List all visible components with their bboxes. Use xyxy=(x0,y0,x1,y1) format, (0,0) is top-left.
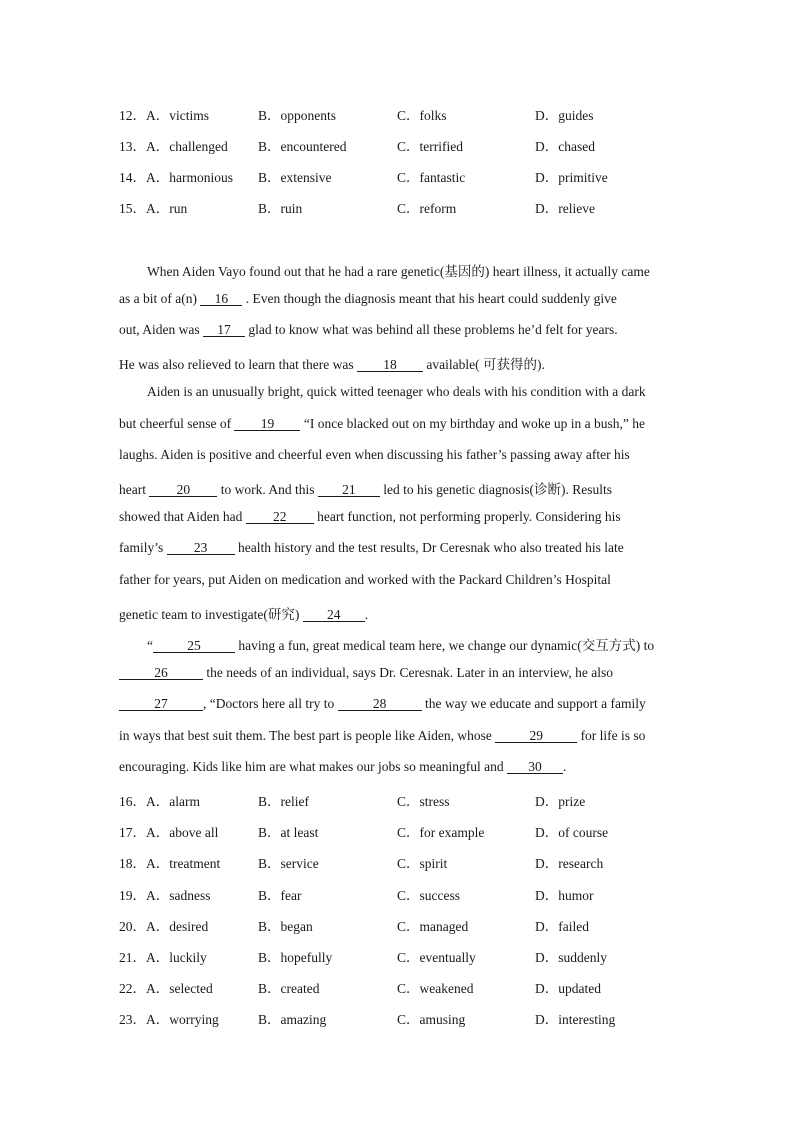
option-a: 17．A．above all xyxy=(119,825,219,840)
option-d: D．interesting xyxy=(535,1012,616,1027)
blank-24[interactable]: 24 xyxy=(303,608,365,622)
passage-line: genetic team to investigate(研究) 24 . xyxy=(119,607,369,622)
option-c: C．terrified xyxy=(397,139,463,154)
option-a: 14．A．harmonious xyxy=(119,170,233,185)
option-b: B．at least xyxy=(258,825,319,840)
blank-29[interactable]: 29 xyxy=(495,729,577,743)
passage-line: family’s 23 health history and the test results, Dr Ceresnak who also treated his late xyxy=(119,540,624,555)
passage-line: out, Aiden was 17 glad to know what was behind all these problems he’d felt for years. xyxy=(119,322,618,337)
option-b: B．service xyxy=(258,856,319,871)
option-d: D．prize xyxy=(535,794,586,809)
passage-line: He was also relieved to learn that there was 18 available( 可获得的). xyxy=(119,357,545,372)
passage-line: “ 25 having a fun, great medical team here, we change our dynamic(交互方式) to xyxy=(147,638,655,653)
option-c: C．for example xyxy=(397,825,485,840)
option-b: B．fear xyxy=(258,888,302,903)
option-b: B．ruin xyxy=(258,201,303,216)
blank-20[interactable]: 20 xyxy=(149,483,217,497)
passage-line: father for years, put Aiden on medication and worked with the Packard Children’s Hospital xyxy=(119,572,611,587)
option-a: 16．A．alarm xyxy=(119,794,200,809)
passage-line: 26 the needs of an individual, says Dr. Ceresnak. Later in an interview, he also xyxy=(119,665,613,681)
passage-line: showed that Aiden had 22 heart function, not performing properly. Considering his xyxy=(119,509,621,524)
option-c: C．stress xyxy=(397,794,450,809)
passage-line: laughs. Aiden is positive and cheerful even when discussing his father’s passing away after his xyxy=(119,447,630,462)
option-c: C．success xyxy=(397,888,460,903)
option-c: C．managed xyxy=(397,919,469,934)
option-b: B．began xyxy=(258,919,313,934)
passage-line: but cheerful sense of 19 “I once blacked out on my birthday and woke up in a bush,” he xyxy=(119,416,645,431)
option-a: 15．A．run xyxy=(119,201,188,216)
option-a: 22．A．selected xyxy=(119,981,213,996)
option-b: B．encountered xyxy=(258,139,347,154)
passage-line: in ways that best suit them. The best part is people like Aiden, whose 29 for life is so xyxy=(119,728,646,743)
option-c: C．weakened xyxy=(397,981,474,996)
passage-line: encouraging. Kids like him are what makes our jobs so meaningful and 30 . xyxy=(119,759,567,774)
option-c: C．eventually xyxy=(397,950,476,965)
option-d: D．relieve xyxy=(535,201,595,216)
blank-21[interactable]: 21 xyxy=(318,483,380,497)
option-d: D．guides xyxy=(535,108,594,123)
blank-26[interactable]: 26 xyxy=(119,666,203,680)
option-b: B．opponents xyxy=(258,108,337,123)
blank-30[interactable]: 30 xyxy=(507,760,563,774)
option-a: 18．A．treatment xyxy=(119,856,221,871)
option-a: 23．A．worrying xyxy=(119,1012,219,1027)
option-d: D．failed xyxy=(535,919,589,934)
option-c: C．amusing xyxy=(397,1012,466,1027)
option-a: 21．A．luckily xyxy=(119,950,207,965)
passage-line: Aiden is an unusually bright, quick witted teenager who deals with his condition with a dark xyxy=(147,384,646,399)
option-b: B．extensive xyxy=(258,170,332,185)
option-a: 19．A．sadness xyxy=(119,888,211,903)
option-c: C．folks xyxy=(397,108,447,123)
option-d: D．research xyxy=(535,856,604,871)
option-b: B．relief xyxy=(258,794,309,809)
option-a: 12．A．victims xyxy=(119,108,209,123)
blank-28[interactable]: 28 xyxy=(338,697,422,711)
option-a: 20．A．desired xyxy=(119,919,209,934)
option-d: D．of course xyxy=(535,825,609,840)
option-c: C．spirit xyxy=(397,856,448,871)
option-d: D．humor xyxy=(535,888,594,903)
option-d: D．updated xyxy=(535,981,601,996)
blank-19[interactable]: 19 xyxy=(234,417,300,431)
option-d: D．chased xyxy=(535,139,595,154)
option-b: B．amazing xyxy=(258,1012,327,1027)
option-a: 13．A．challenged xyxy=(119,139,228,154)
blank-25[interactable]: 25 xyxy=(153,639,235,653)
blank-27[interactable]: 27 xyxy=(119,697,203,711)
passage-line: When Aiden Vayo found out that he had a rare genetic(基因的) heart illness, it actually came xyxy=(147,264,650,279)
option-c: C．fantastic xyxy=(397,170,466,185)
blank-23[interactable]: 23 xyxy=(167,541,235,555)
option-b: B．hopefully xyxy=(258,950,333,965)
option-d: D．suddenly xyxy=(535,950,607,965)
blank-16[interactable]: 16 xyxy=(200,292,242,306)
blank-22[interactable]: 22 xyxy=(246,510,314,524)
option-d: D．primitive xyxy=(535,170,608,185)
passage-line: 27 , “Doctors here all try to 28 the way we educate and support a family xyxy=(119,696,646,712)
passage-line: heart 20 to work. And this 21 led to his genetic diagnosis(诊断). Results xyxy=(119,482,612,497)
blank-18[interactable]: 18 xyxy=(357,358,423,372)
option-b: B．created xyxy=(258,981,320,996)
option-c: C．reform xyxy=(397,201,457,216)
blank-17[interactable]: 17 xyxy=(203,323,245,337)
passage-line: as a bit of a(n) 16 . Even though the diagnosis meant that his heart could suddenly give xyxy=(119,291,617,306)
